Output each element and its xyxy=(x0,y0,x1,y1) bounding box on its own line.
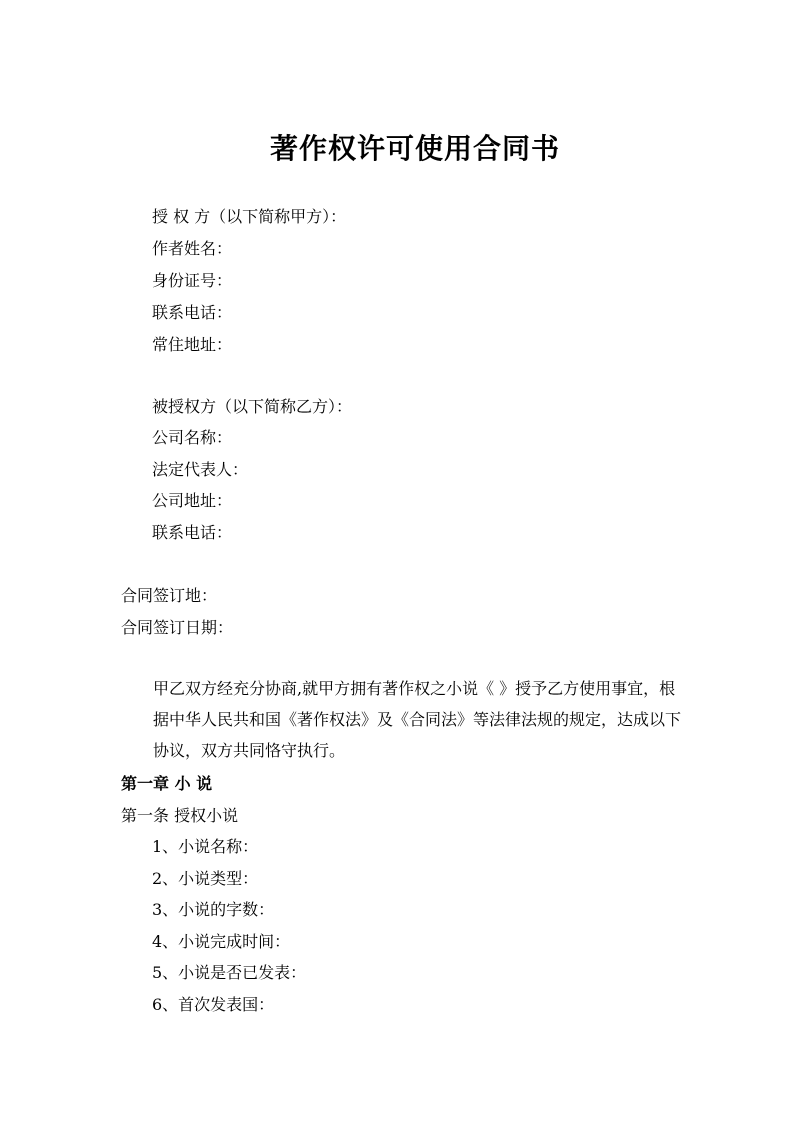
list-item: 2、小说类型： xyxy=(152,869,259,888)
party-b-heading: 被授权方（以下简称乙方）： xyxy=(152,397,353,416)
legal-rep-field: 法定代表人： xyxy=(152,460,249,479)
list-item: 3、小说的字数： xyxy=(152,900,275,919)
article-heading: 第一条 授权小说 xyxy=(121,806,239,825)
list-item: 6、首次发表国： xyxy=(152,995,275,1014)
party-a-address-field: 常住地址： xyxy=(152,335,233,354)
id-number-field: 身份证号： xyxy=(152,271,233,290)
company-address-field: 公司地址： xyxy=(152,491,233,510)
party-a-heading: 授 权 方（以下简称甲方）： xyxy=(152,207,347,226)
author-name-field: 作者姓名： xyxy=(152,239,233,258)
intro-text: 甲乙双方经充分协商,就甲方拥有著作权之小说《 》授予乙方使用事宜，根据中华人民共和国《著作权法》及《合同法》等法律法规的规定，达成以下协议，双方共同恪守执行。 xyxy=(153,679,682,760)
list-item: 5、小说是否已发表： xyxy=(152,963,307,982)
signing-place-field: 合同签订地： xyxy=(121,586,218,605)
party-a-phone-field: 联系电话： xyxy=(152,303,233,322)
signing-date-field: 合同签订日期： xyxy=(121,618,234,637)
intro-paragraph xyxy=(121,673,691,766)
list-item: 4、小说完成时间： xyxy=(152,932,291,951)
chapter-heading: 第一章 小 说 xyxy=(121,774,213,793)
party-b-phone-field: 联系电话： xyxy=(152,523,233,542)
list-item: 1、小说名称： xyxy=(152,837,259,856)
company-name-field: 公司名称： xyxy=(152,428,233,447)
document-title: 著作权许可使用合同书 xyxy=(269,132,560,165)
